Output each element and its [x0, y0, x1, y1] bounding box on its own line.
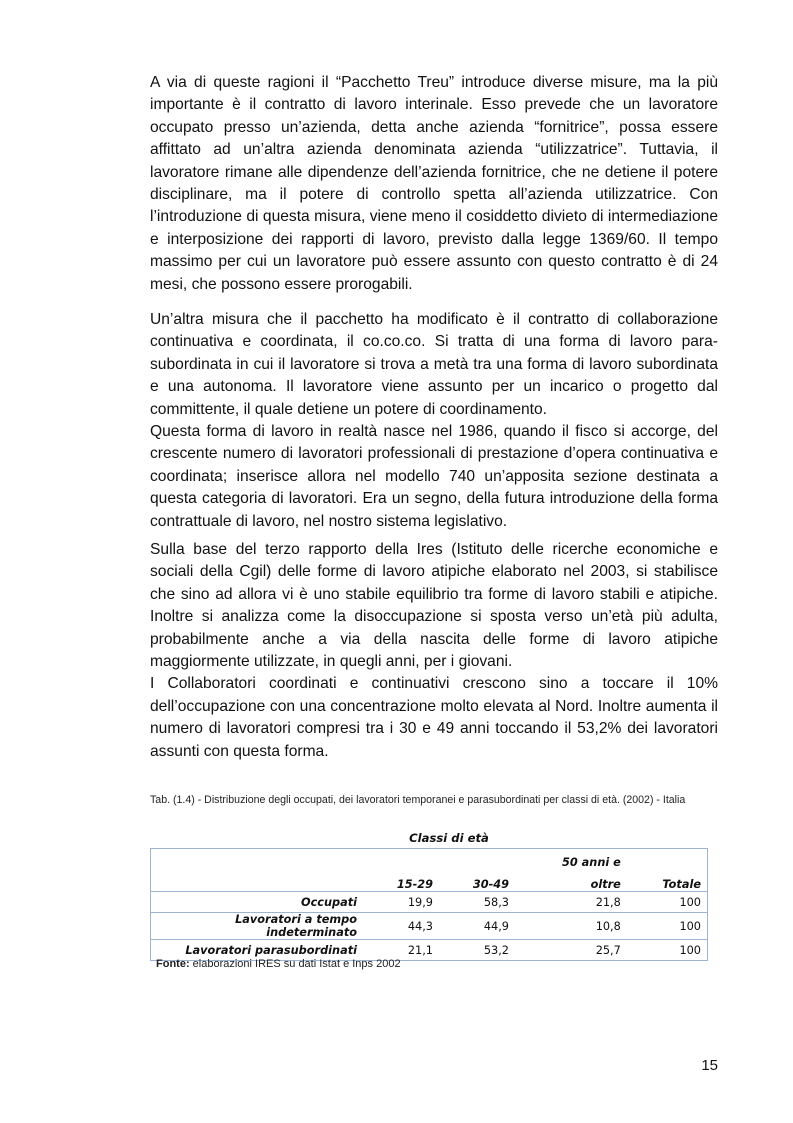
table-cell: 10,8	[515, 913, 627, 940]
table-cell: 19,9	[363, 892, 439, 913]
table-cell: 44,9	[439, 913, 515, 940]
table-cell: 53,2	[483, 943, 509, 957]
column-header-top	[439, 849, 515, 870]
table-cell: 100	[627, 892, 708, 913]
paragraph-text: I Collaboratori coordinati e continuativi crescono sino a toccare il 10% dell’occupazione con una concentrazione molto elevata al Nord. Inoltre aumenta il numero di lavoratori compresi tra i 30 e 49 anni toccando il 53,2% dei lavoratori assunti con questa forma.	[150, 675, 718, 760]
table-cell: 21,1	[407, 943, 433, 957]
table-cell: 25,7	[595, 943, 621, 957]
page-number: 15	[701, 1057, 718, 1074]
paragraph-text: Sulla base del terzo rapporto della Ires (Istituto delle ricerche economiche e sociali della Cgil) delle forme di lavoro atipiche elaborato nel 2003, si stabilisce che sino ad allora vi è uno stabile equilibrio tra forme di lavoro stabili e atipiche. Inoltre si analizza come la disoccupazione si sposta verso un’età più adulta, probabilmente anche a via della nascita delle forme di lavoro atipiche maggiormente utilizzate, in quegli anni, per i giovani.	[150, 541, 718, 671]
table-cell: 44,3	[363, 913, 439, 940]
paragraph-text: A via di queste ragioni il “Pacchetto Treu” introduce diverse misure, ma la più importante è il contratto di lavoro interinale. Esso prevede che un lavoratore occupato presso un’azienda, detta anche azienda “fornitrice”, possa essere affittato ad un’altra azienda denominata azienda “utilizzatrice”. Tuttavia, il lavoratore rimane alle dipendenze dell’azienda fornitrice, che ne detiene il potere disciplinare, ma il potere di controllo spetta all’azienda utilizzatrice. Con l’introduzione di questa misura, viene meno il cosiddetto divieto di intermediazione e interposizione dei rapporti di lavoro, previsto dalla legge 1369/60. Il tempo massimo per cui un lavoratore può essere assunto con questo contratto è di 24 mesi, che possono essere prorogabili.	[150, 74, 718, 293]
column-header: Totale	[627, 869, 708, 892]
table-row	[151, 892, 708, 913]
column-header: oltre	[515, 869, 627, 892]
column-header	[151, 869, 364, 892]
table-row	[151, 913, 708, 940]
column-header-top	[363, 849, 439, 870]
table-cell: 100	[627, 913, 708, 940]
table-source-note	[156, 958, 401, 970]
paragraph-cococo	[150, 309, 718, 533]
table-group-header: Classi di età	[409, 831, 489, 845]
column-header: 30-49	[439, 869, 515, 892]
row-label: Lavoratori a tempo indeterminato	[151, 913, 364, 940]
column-header: 15-29	[363, 869, 439, 892]
paragraph-pacchetto-treu	[150, 72, 718, 296]
source-text: elaborazioni IRES su dati Istat e Inps 2002	[189, 958, 401, 970]
age-class-table	[150, 848, 708, 961]
paragraph-text: Questa forma di lavoro in realtà nasce nel 1986, quando il fisco si accorge, del crescente numero di lavoratori professionali di prestazione d’opera continuativa e coordinata; inserisce allora nel modello 740 un’apposita sezione destinata a questa categoria di lavoratori. Era un segno, della futura introduzione della forma contrattuale di lavoro, nel nostro sistema legislativo.	[150, 423, 718, 530]
row-label: Occupati	[151, 892, 364, 913]
table-cell: 100	[679, 943, 701, 957]
column-header-top	[627, 849, 708, 870]
age-class-table-container	[150, 828, 708, 961]
row-label: Lavoratori parasubordinati	[185, 943, 357, 957]
paragraph-ires	[150, 539, 718, 763]
column-header-top: 50 anni e	[562, 856, 621, 869]
column-header-top	[151, 849, 364, 870]
paragraph-text: Un’altra misura che il pacchetto ha modificato è il contratto di collaborazione continuativa e coordinata, il co.co.co. Si tratta di una forma di lavoro para-subordinata in cui il lavoratore si trova a metà tra una forma di lavoro subordinata e una autonoma. Il lavoratore viene assunto per un incarico o progetto dal committente, il quale detiene un potere di coordinamento.	[150, 311, 718, 418]
table-cell: 21,8	[515, 892, 627, 913]
table-cell: 58,3	[439, 892, 515, 913]
source-label: Fonte:	[156, 958, 190, 970]
table-caption: Tab. (1.4) - Distribuzione degli occupati, dei lavoratori temporanei e parasubordinati per classi di età. (2002) - Italia	[150, 794, 686, 806]
